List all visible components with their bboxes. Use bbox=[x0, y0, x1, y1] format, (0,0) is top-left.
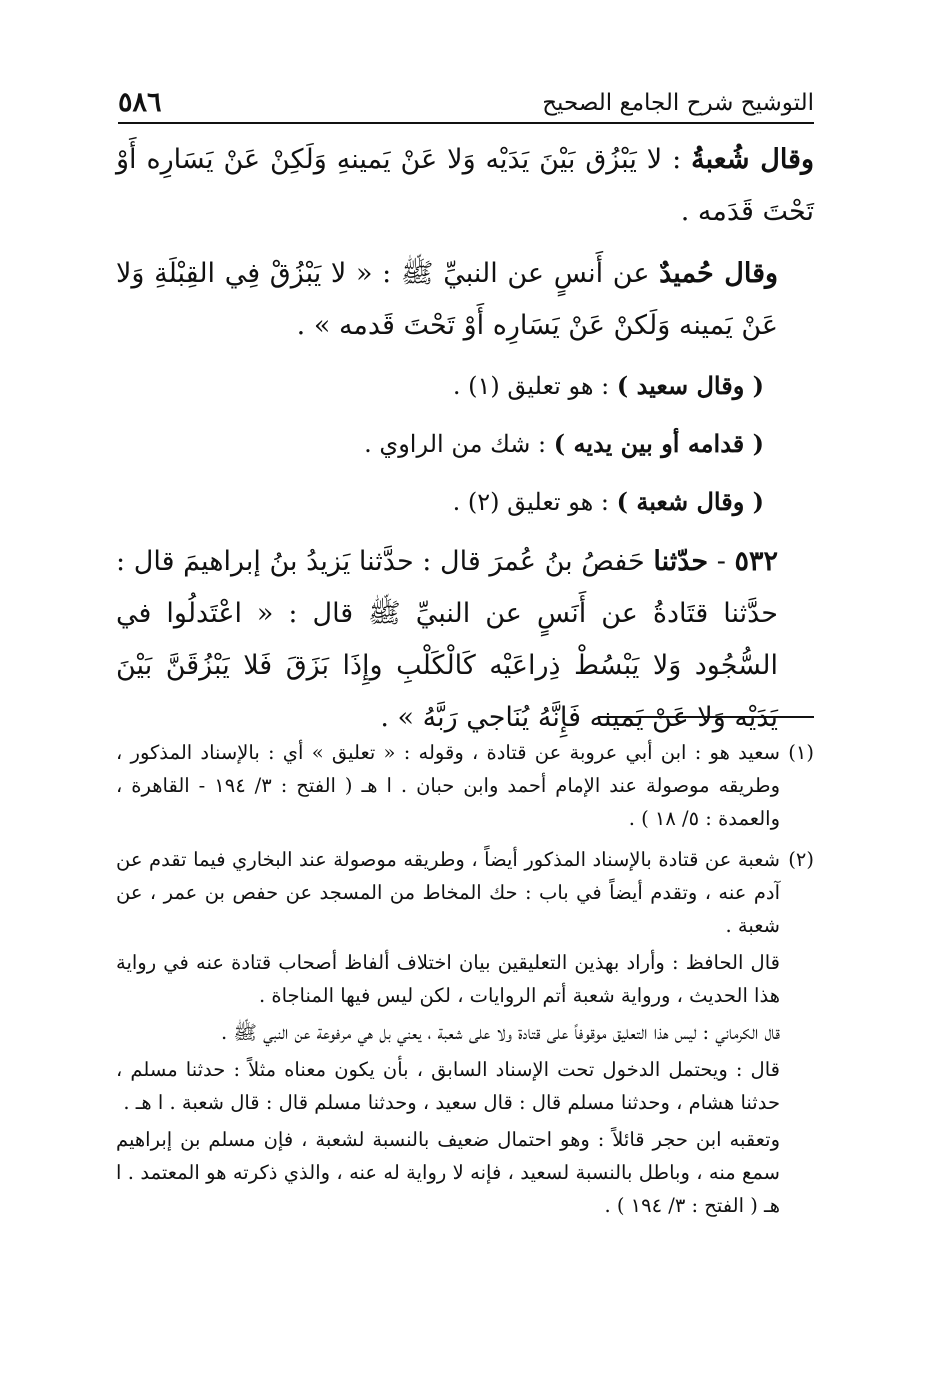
footnote-1 bbox=[116, 736, 814, 839]
page-header bbox=[118, 78, 814, 124]
hadith-text: حَفصُ بنُ عُمرَ قال : حدَّثنا يَزيدُ بنُ إبراهيمَ قال : حدَّثنا قتَادةُ عن أَنَسٍ عن النبيِّ ﷺ قال : « اعْتَدلُوا في السُّجُود وَلا يَبْسُطْ ذِراعَيْه كَالْكَلْبِ وإِذَا بَزَقَ فَلا يَبْزُقَنَّ بَيْنَ يَدَيْه وَلا عَنْ يَمينه فَإِنَّهُ يُنَاجي رَبَّهُ » . bbox=[116, 546, 778, 733]
humayd-text: عن أَنسٍ عن النبيِّ ﷺ : « لا يَبْزُقْ فِي القِبْلَةِ وَلا عَنْ يَمينه وَلَكنْ عَنْ يَسَارِه أَوْ تَحْتَ قَدمه » . bbox=[116, 258, 778, 341]
footnote-paragraph: قال الكرماني : ليس هذا التعليق موقوفاً على قتادة ولا على شعبة ، يعني بل هي مرفوعة عن النبي ﷺ . bbox=[220, 1021, 780, 1044]
commentary-term: ( وقال شعبة ) bbox=[616, 487, 764, 516]
commentary-line bbox=[116, 420, 814, 468]
hadith-dash: - bbox=[708, 546, 735, 577]
commentary-term: ( قدامه أو بين يديه ) bbox=[553, 429, 764, 458]
footnotes bbox=[116, 736, 814, 1230]
footnote-paragraph: قال : ويحتمل الدخول تحت الإسناد السابق ، بأن يكون معناه مثلاً : حدثنا مسلم ، حدثنا هشام ، وحدثنا مسلم قال : قال سعيد ، وحدثنا مسلم قال : قال شعبة . ا هـ . bbox=[116, 1058, 780, 1114]
footnote-marker: (١) bbox=[788, 741, 814, 764]
humayd-quote bbox=[116, 248, 814, 352]
commentary-text: : شك من الراوي . bbox=[364, 430, 554, 458]
footnote-paragraph: قال الحافظ : وأراد بهذين التعليقين بيان اختلاف ألفاظ أصحاب قتادة عنه في رواية هذا الحديث ، ورواية شعبة أتم الروايات ، لكن ليس فيها المناجاة . bbox=[116, 951, 780, 1007]
running-title: التوشيح شرح الجامع الصحيح bbox=[542, 90, 814, 116]
footnote-paragraph: شعبة عن قتادة بالإسناد المذكور أيضاً ، وطريقه موصولة عند البخاري فيما تقدم عن آدم عنه ، وتقدم أيضاً في باب : حك المخاط من المسجد عن حفص بن عمر ، عن شعبة . bbox=[116, 848, 780, 937]
commentary-term: ( وقال سعيد ) bbox=[616, 371, 764, 400]
footnote-text: سعيد هو : ابن أبي عروبة عن قتادة ، وقوله : « تعليق » أي : بالإسناد المذكور ، وطريقه موصولة عند الإمام أحمد وابن حبان . ا هـ ( الفتح : ٣/ ١٩٤ - القاهرة ، والعمدة : ٥/ ١٨ ) . bbox=[116, 741, 780, 830]
commentary-line bbox=[116, 362, 814, 410]
shuba-lead: وقال شُعبةُ bbox=[691, 144, 814, 175]
hadith-number: ٥٣٢ bbox=[734, 546, 778, 577]
page-number: ٥٨٦ bbox=[118, 87, 162, 118]
shuba-quote bbox=[116, 134, 814, 238]
footnote-paragraph: وتعقبه ابن حجر قائلاً : وهو احتمال ضعيف بالنسبة لشعبة ، فإن مسلم بن إبراهيم سمع منه ، وباطل بالنسبة لسعيد ، فإنه لا رواية له عنه ، والذي ذكرته هو المعتمد . ا هـ ( الفتح : ٣/ ١٩٤ ) . bbox=[116, 1128, 780, 1217]
shuba-text: : لا يَبْزُق بَيْنَ يَدَيْه وَلا عَنْ يَمينهِ وَلَكِنْ عَنْ يَسَارِه أَوْ تَحْتَ قَدَمه . bbox=[116, 144, 814, 227]
main-text bbox=[116, 134, 814, 754]
humayd-lead: وقال حُميدٌ bbox=[659, 258, 779, 289]
footnote-divider bbox=[598, 716, 814, 718]
commentary-line bbox=[116, 478, 814, 526]
hadith-paragraph bbox=[116, 536, 814, 744]
hadith-lead: حدّثنا bbox=[653, 546, 709, 577]
footnote-marker: (٢) bbox=[788, 848, 814, 871]
commentary-text: : هو تعليق (١) . bbox=[452, 372, 617, 400]
commentary-text: : هو تعليق (٢) . bbox=[452, 488, 617, 516]
footnote-2 bbox=[116, 843, 814, 1226]
